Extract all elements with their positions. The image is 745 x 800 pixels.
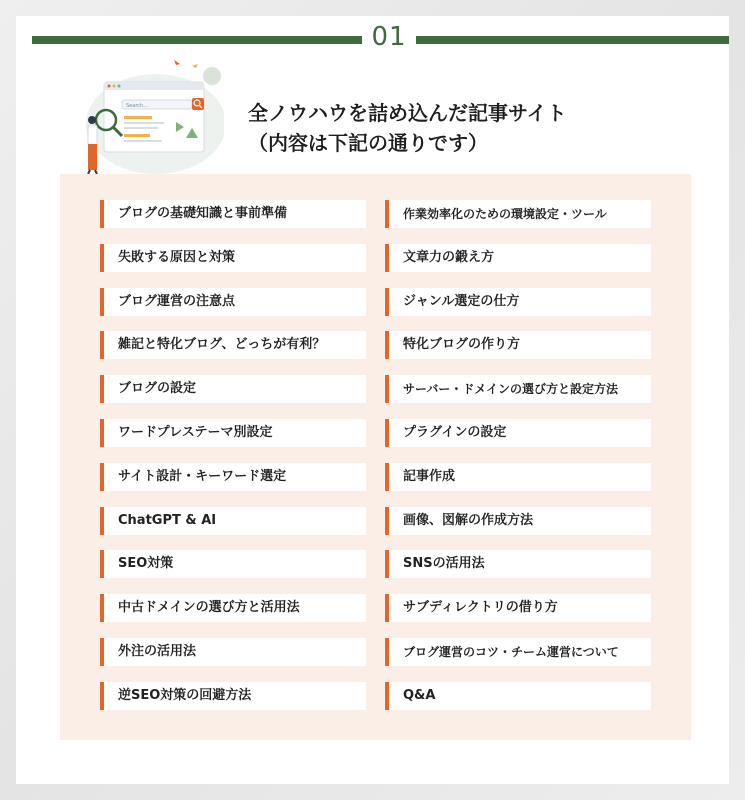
topic-item: 特化ブログの作り方 — [385, 331, 651, 359]
website-search-illustration — [74, 56, 224, 176]
heading-line-1: 全ノウハウを詰め込んだ記事サイト — [248, 101, 567, 125]
topic-item: 記事作成 — [385, 463, 651, 491]
topic-item: 画像、図解の作成方法 — [385, 507, 651, 535]
topic-item: ChatGPT & AI — [100, 507, 366, 535]
topic-item: 中古ドメインの選び方と活用法 — [100, 594, 366, 622]
topics-column-left — [100, 200, 366, 726]
topics-column-right — [385, 200, 651, 726]
topic-item: 文章力の鍛え方 — [385, 244, 651, 272]
topic-item: 失敗する原因と対策 — [100, 244, 366, 272]
topic-item: SNSの活用法 — [385, 550, 651, 578]
topic-item: ブログの基礎知識と事前準備 — [100, 200, 366, 228]
topic-item: ブログの設定 — [100, 375, 366, 403]
top-rule-right — [416, 36, 729, 44]
topic-item: プラグインの設定 — [385, 419, 651, 447]
topic-item: 作業効率化のための環境設定・ツール — [385, 200, 651, 228]
topic-item: 外注の活用法 — [100, 638, 366, 666]
topic-item: ブログ運営のコツ・チーム運営について — [385, 638, 651, 666]
illustration-search-label: Search... — [126, 103, 148, 109]
topic-item: Q&A — [385, 682, 651, 710]
topic-item: サーバー・ドメインの選び方と設定方法 — [385, 375, 651, 403]
topic-item: 雑記と特化ブログ、どっちが有利？ — [100, 331, 366, 359]
topics-panel — [60, 174, 691, 740]
topic-item: サブディレクトリの借り方 — [385, 594, 651, 622]
content-card — [16, 16, 729, 784]
heading-line-2: （内容は下記の通りです） — [248, 131, 488, 155]
topic-item: ジャンル選定の仕方 — [385, 288, 651, 316]
topic-item: サイト設計・キーワード選定 — [100, 463, 366, 491]
page-heading — [248, 98, 708, 158]
topic-item: SEO対策 — [100, 550, 366, 578]
section-number: 01 — [371, 22, 407, 52]
top-rule-left — [32, 36, 362, 44]
topic-item: 逆SEO対策の回避方法 — [100, 682, 366, 710]
topic-item: ブログ運営の注意点 — [100, 288, 366, 316]
topic-item: ワードプレステーマ別設定 — [100, 419, 366, 447]
